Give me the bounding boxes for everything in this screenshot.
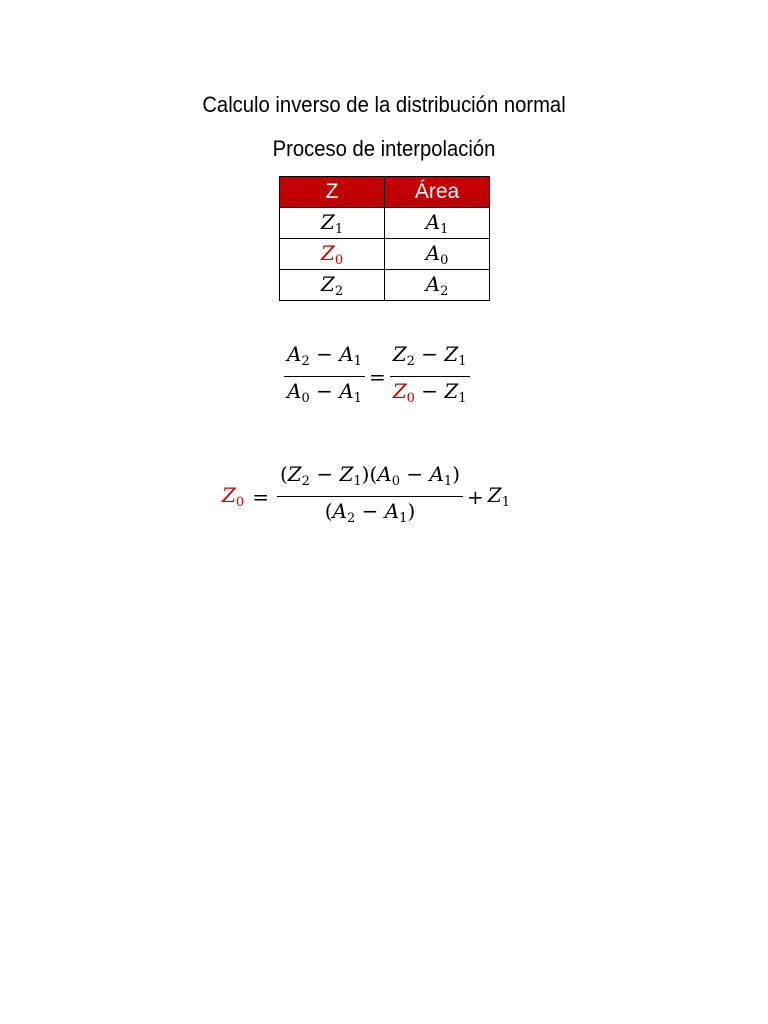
equals-sign: = <box>252 484 269 509</box>
table-row <box>280 270 490 301</box>
cell-z: $Z_2$ <box>280 270 385 301</box>
page-subtitle: Proceso de interpolación <box>272 136 496 161</box>
header-area: Área <box>385 177 490 208</box>
table-row <box>280 208 490 239</box>
z0-equation <box>222 460 510 533</box>
cell-area: $A_0$ <box>385 239 490 270</box>
cell-z: $Z_1$ <box>280 208 385 239</box>
ratio-equation <box>284 340 470 413</box>
header-z: Z <box>280 177 385 208</box>
table-header-row <box>280 177 490 208</box>
cell-area: $A_1$ <box>385 208 490 239</box>
cell-area: $A_2$ <box>385 270 490 301</box>
z-fraction: $\frac{Z_2 - Z_1}{Z_0 - Z_1}$ <box>390 340 470 413</box>
z0-symbol: $Z_0$ <box>222 483 245 510</box>
cell-z: $Z_0$ <box>280 239 385 270</box>
z1-symbol: $Z_1$ <box>487 483 510 510</box>
table-row <box>280 239 490 270</box>
area-fraction: $\frac{A_2 - A_1}{A_0 - A_1}$ <box>284 340 365 413</box>
plus-sign: + <box>467 484 484 509</box>
equals-sign: = <box>368 364 386 389</box>
z0-fraction: $\frac{(Z_2 - Z_1)(A_0 - A_1)}{(A_2 - A_1)}$ <box>277 460 463 533</box>
interpolation-table <box>279 176 490 301</box>
page-title: Calculo inverso de la distribución normal <box>202 92 566 117</box>
